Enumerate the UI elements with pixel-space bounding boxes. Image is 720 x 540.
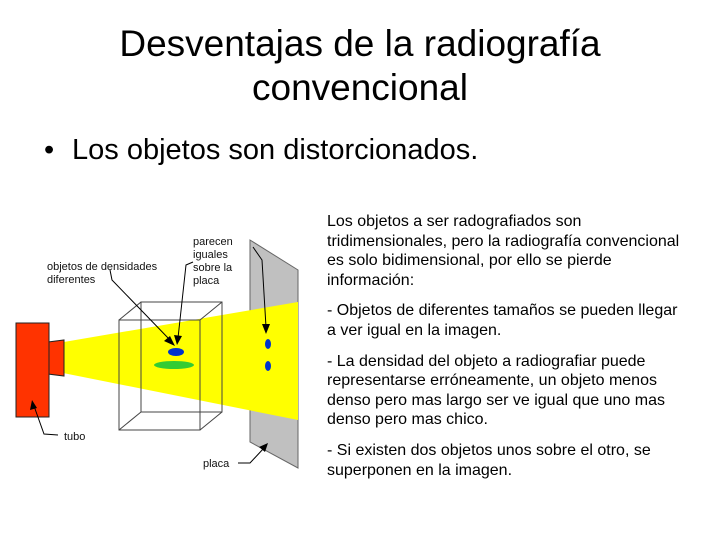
- tube-nozzle: [48, 340, 64, 376]
- paragraph-density: - La densidad del objeto a radiografiar puede representarse erróneamente, un objeto menos denso pero mas largo ser ve igual que uno mas denso pero mas chico.: [327, 352, 665, 429]
- label-objects-different-densities: objetos de densidades diferentes: [47, 261, 158, 286]
- slide-title: [40, 22, 680, 110]
- xray-diagram: [0, 220, 305, 490]
- title-line-1: Desventajas de la radiografía: [119, 23, 601, 64]
- paragraph-intro: Los objetos a ser radografiados son tridimensionales, pero la radiografía convencional es solo bidimensional, por ello se pierde información:: [327, 213, 680, 289]
- explanation-text: [327, 212, 687, 491]
- paragraph-overlap: - Si existen dos objetos unos sobre el otro, se superponen en la imagen.: [327, 441, 651, 479]
- title-line-2: convencional: [252, 67, 468, 108]
- object-light-large: [154, 361, 194, 369]
- label-appear-same-on-plate: parecen iguales sobre la placa: [193, 236, 233, 287]
- main-bullet: [44, 132, 478, 168]
- plate-image-2: [265, 361, 271, 371]
- paragraph-size: - Objetos de diferentes tamaños se pueden llegar a ver igual en la imagen.: [327, 302, 678, 339]
- label-tube: tubo: [64, 431, 86, 443]
- object-dense-small: [168, 348, 184, 356]
- bullet-text: Los objetos son distorcionados.: [72, 134, 479, 166]
- bullet-marker: •: [44, 134, 55, 166]
- plate-image-1: [265, 339, 271, 349]
- label-plate: placa: [203, 458, 230, 470]
